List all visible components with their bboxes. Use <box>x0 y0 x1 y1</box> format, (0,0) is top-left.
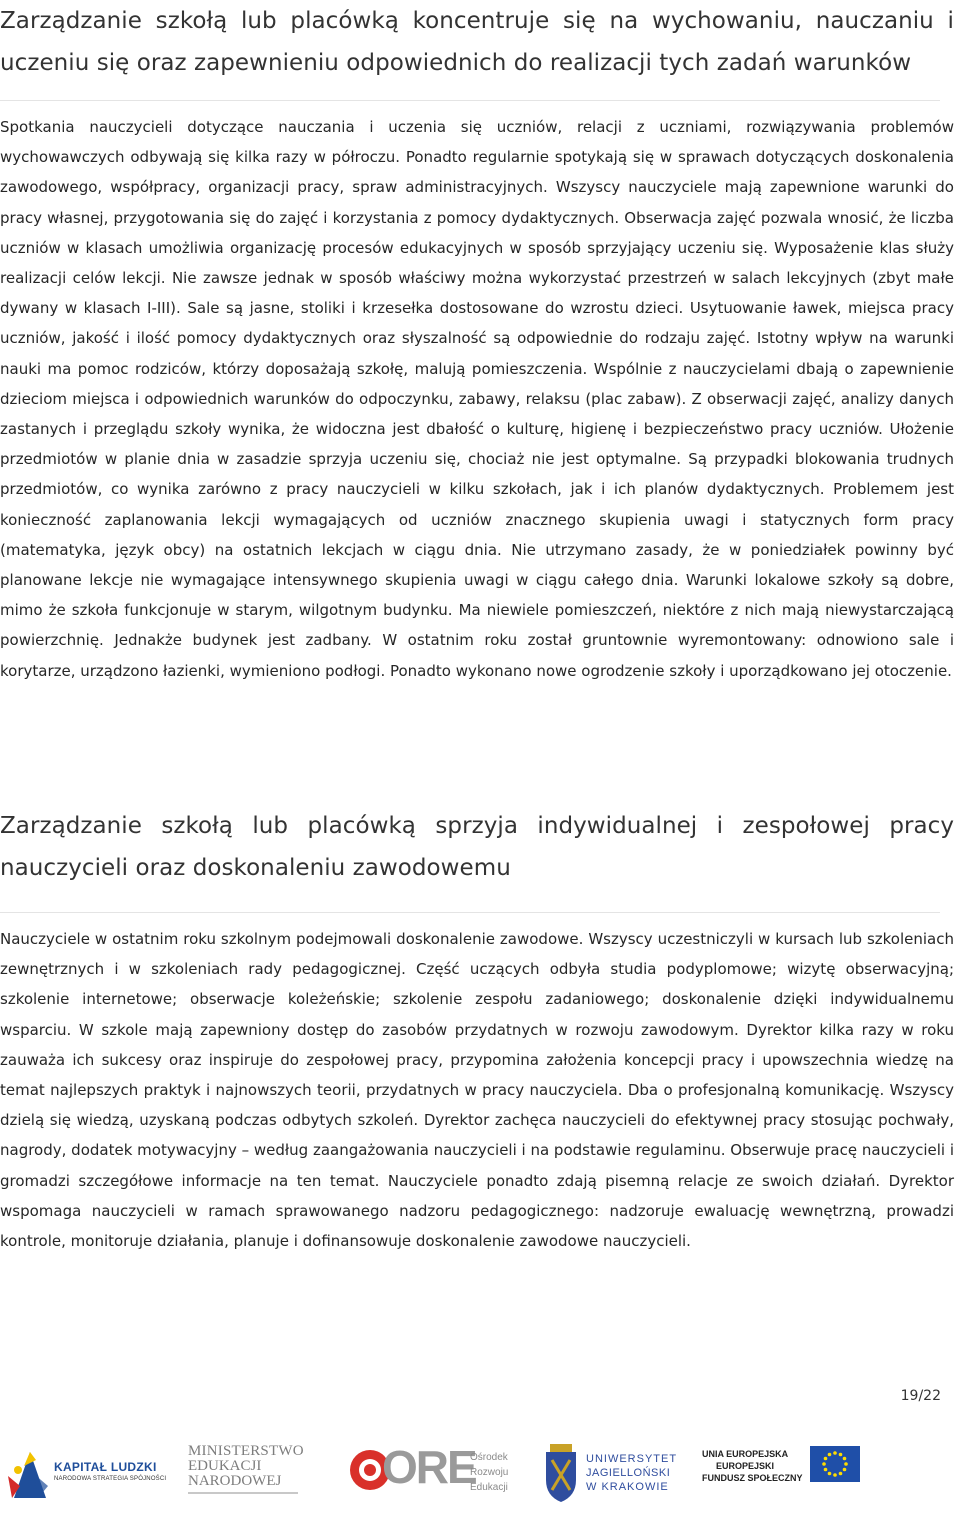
logo-line-2: EDUKACJI <box>188 1458 262 1474</box>
page-number: 19/22 <box>900 1388 941 1404</box>
body-paragraph: Spotkania nauczycieli dotyczące nauczania i uczenia się uczniów, relacji z uczniami, rozwiązywania problemów wychowawczych odbywają się kilka razy w półroczu. Ponadto regularnie spotykają się w sprawach dotyczących doskonalenia zawodowego, współpracy, organizacji pracy, spraw administracyjnych. Wszyscy nauczyciele mają zapewnione warunki do pracy własnej, przygotowania się do zajęć i korzystania z pomocy dydaktycznych. Obserwacja zajęć pozwala wnosić, że liczba uczniów w klasach umożliwia organizację procesów edukacyjnych w sposób sprzyjający uczeniu się. Wyposażenie klas służy realizacji celów lekcji. Nie zawsze jednak w sposób właściwy można wykorzystać przestrzeń w salach lekcyjnych (zbyt małe dywany w klasach I-III). Sale są jasne, stoliki i krzesełka dostosowane do wzrostu dzieci. Usytuowanie ławek, miejsca pracy uczniów, jakość i ilość pomocy dydaktycznych oraz słyszalność są odpowiednie do rodzaju zajęć. Istotny wpływ na warunki nauki ma pomoc rodziców, którzy doposażają szkołę, malują pomieszczenia. Wspólnie z nauczycielami dbają o zapewnienie dzieciom miejsca i odpowiednich warunków do odpoczynku, zabawy, relaksu (plac zabaw). Z obserwacji zajęć, analizy danych zastanych i przeglądu szkoły wynika, że widoczna jest dbałość o kulturę, higienę i bezpieczeństwo pracy uczniów. Ułożenie przedmiotów w planie dnia w zasadzie sprzyja uczeniu się, chociaż nie jest optymalne. Są przypadki blokowania trudnych przedmiotów, co wynika zarówno z pracy nauczycieli w kilku szkołach, jak i ich planów dydaktycznych. Problemem jest konieczność zaplanowania lekcji wymagających od uczniów znacznego skupienia uwagi i statycznych form pracy (matematyka, język obcy) na ostatnich lekcjach w ciągu dnia. Nie utrzymano zasady, że w poniedziałek powinny być planowane lekcje nie wymagające intensywnego skupienia uwagi w ciągu całego dnia. Warunki lokalowe szkoły są dobre, mimo że szkoła funkcjonuje w starym, wilgotnym budynku. Ma niewiele pomieszczeń, niektóre z nich mają niewystarczającą powierzchnię. Jednakże budynek jest zadbany. W ostatnim roku został gruntownie wyremontowany: odnowiono sale i korytarze, urządzono łazienki, wymieniono podłogi. Ponadto wykonano nowe ogrodzenie szkoły i uporządkowano jej otoczenie. <box>0 118 954 680</box>
logo-line-1: UNIWERSYTET <box>586 1453 678 1465</box>
section-teacher-development-body <box>0 924 954 1256</box>
kapital-ludzki-emblem-icon <box>8 1446 50 1500</box>
logo-line-3: FUNDUSZ SPOŁECZNY <box>702 1473 803 1483</box>
logo-line-2: EUROPEJSKI <box>716 1461 775 1471</box>
ore-logo <box>346 1441 526 1504</box>
men-logo <box>188 1444 308 1504</box>
logo-line-1: Ośrodek <box>470 1452 508 1463</box>
section-conditions-body <box>0 112 954 686</box>
logo-line-3: Edukacji <box>470 1482 508 1493</box>
section-conditions <box>0 0 954 84</box>
uj-crest-icon <box>544 1442 578 1504</box>
logo-line-2: JAGIELLOŃSKI <box>586 1467 671 1479</box>
logo-line-3: NARODOWEJ <box>188 1473 282 1489</box>
logo-title: KAPITAŁ LUDZKI <box>54 1460 157 1474</box>
logo-line-1: MINISTERSTWO <box>188 1443 304 1459</box>
section-teacher-development <box>0 805 954 889</box>
section-heading: Zarządzanie szkołą lub placówką koncentruje się na wychowaniu, nauczaniu i uczeniu się oraz zapewnieniu odpowiednich do realizacji tych zadań warunków <box>0 8 954 76</box>
heading-divider <box>0 100 940 101</box>
uj-logo <box>544 1438 684 1510</box>
logo-underline <box>188 1492 298 1494</box>
heading-divider <box>0 912 940 913</box>
eu-logo <box>702 1444 862 1496</box>
body-paragraph: Nauczyciele w ostatnim roku szkolnym podejmowali doskonalenie zawodowe. Wszyscy uczestniczyli w kursach lub szkoleniach zewnętrznych i w szkoleniach rady pedagogicznej. Część uczących odbyła studia podyplomowe; wizytę obserwacyjną; szkolenie internetowe; obserwacje koleżeńskie; szkolenie zespołu zadaniowego; doskonalenie dzięki indywidualnemu wsparciu. W szkole mają zapewniony dostęp do zasobów przydatnych w rozwoju zawodowym. Dyrektor kilka razy w roku zauważa ich sukcesy oraz inspiruje do zespołowej pracy, przypomina założenia koncepcji pracy i upowszechnia wiedzę na temat najlepszych praktyk i najnowszych teorii, przydatnych w pracy nauczyciela. Dba o profesjonalną komunikację. Wszyscy dzielą się wiedzą, uzyskaną podczas odbytych szkoleń. Dyrektor zachęca nauczycieli do efektywnej pracy stosując pochwały, nagrody, dodatek motywacyjny – według zaangażowania nauczycieli i na podstawie regulaminu. Obserwuje pracę nauczycieli i gromadzi szczegółowe informacje na ten temat. Nauczyciele ponadto zdają pisemną relacje ze swoich działań. Dyrektor wspomaga nauczycieli w ramach sprawowanego nadzoru pedagogicznego: nadzoruje ewaluację wewnętrzną, prowadzi kontrole, monitoruje działania, planuje i dofinansowuje doskonalenie zawodowe nauczycieli. <box>0 930 954 1251</box>
kapital-ludzki-logo <box>8 1442 168 1506</box>
ore-letters: ORE <box>382 1441 476 1493</box>
logo-subtitle: NARODOWA STRATEGIA SPÓJNOŚCI <box>54 1476 167 1482</box>
eu-flag-icon <box>810 1446 860 1482</box>
logo-line-2: Rozwoju <box>470 1467 509 1478</box>
footer-logos <box>0 1432 960 1517</box>
logo-line-3: W KRAKOWIE <box>586 1481 669 1493</box>
section-heading: Zarządzanie szkołą lub placówką sprzyja indywidualnej i zespołowej pracy nauczycieli oraz doskonaleniu zawodowemu <box>0 813 954 881</box>
logo-line-1: UNIA EUROPEJSKA <box>702 1449 789 1459</box>
